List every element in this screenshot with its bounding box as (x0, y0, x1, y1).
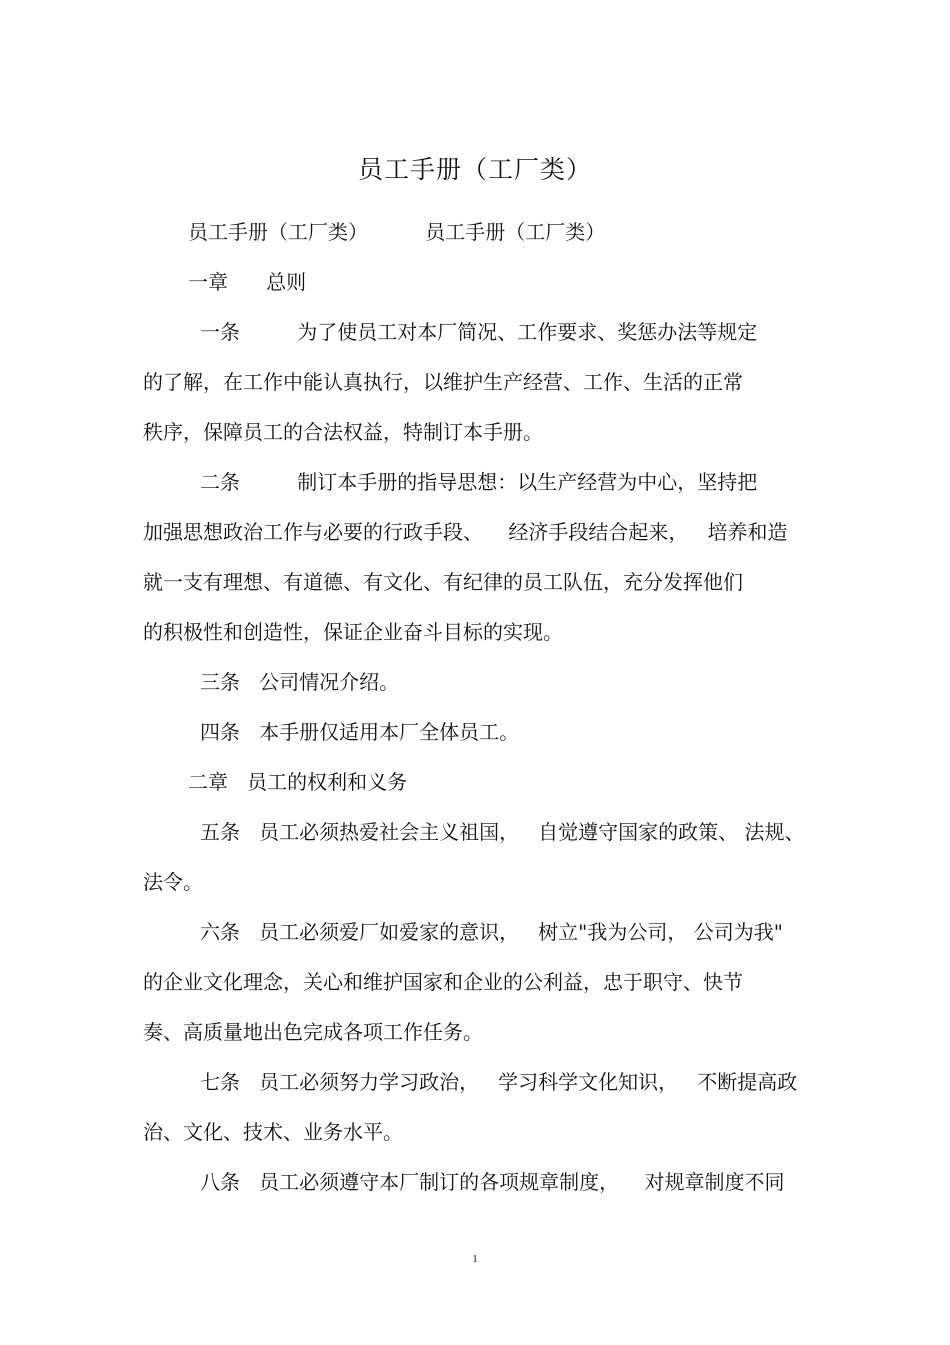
article-line: 六条 员工必须爱厂如爱家的意识， 树立"我为公司， 公司为我" (200, 920, 783, 944)
article-line: 八条 员工必须遵守本厂制订的各项规章制度， 对规章制度不同 (200, 1170, 785, 1194)
body-line: 的积极性和创造性，保证企业奋斗目标的实现。 (143, 620, 563, 644)
article-line: 二条 制订本手册的指导思想：以生产经营为中心，坚持把 (200, 470, 758, 494)
body-line: 的企业文化理念，关心和维护国家和企业的公利益，忠于职守、快节 (143, 970, 743, 994)
body-line: 奏、高质量地出色完成各项工作任务。 (143, 1020, 483, 1044)
article-line: 四条 本手册仅适用本厂全体员工。 (200, 720, 520, 744)
body-line: 治、文化、技术、业务水平。 (143, 1120, 403, 1144)
body-line: 秩序，保障员工的合法权益，特制订本手册。 (143, 420, 543, 444)
chapter-heading: 一章 总则 (188, 270, 307, 294)
document-title: 员工手册（工厂类） (357, 155, 592, 184)
body-line: 的了解，在工作中能认真执行，以维护生产经营、工作、生活的正常 (143, 370, 743, 394)
body-line: 就一支有理想、有道德、有文化、有纪律的员工队伍，充分发挥他们 (143, 570, 743, 594)
article-line: 五条 员工必须热爱社会主义祖国， 自觉遵守国家的政策、 法规、 (200, 820, 805, 844)
chapter-heading: 二章 员工的权利和义务 (188, 770, 408, 794)
body-line: 加强思想政治工作与必要的行政手段、 经济手段结合起来， 培养和造 (143, 520, 788, 544)
page-number: 1 (472, 1253, 478, 1265)
article-line: 一条 为了使员工对本厂简况、工作要求、奖惩办法等规定 (200, 320, 758, 344)
article-line: 七条 员工必须努力学习政治， 学习科学文化知识， 不断提高政 (200, 1070, 798, 1094)
body-line: 法令。 (143, 870, 203, 894)
article-line: 三条 公司情况介绍。 (200, 670, 400, 694)
subtitle-line: 员工手册（工厂类） 员工手册（工厂类） (188, 220, 606, 244)
